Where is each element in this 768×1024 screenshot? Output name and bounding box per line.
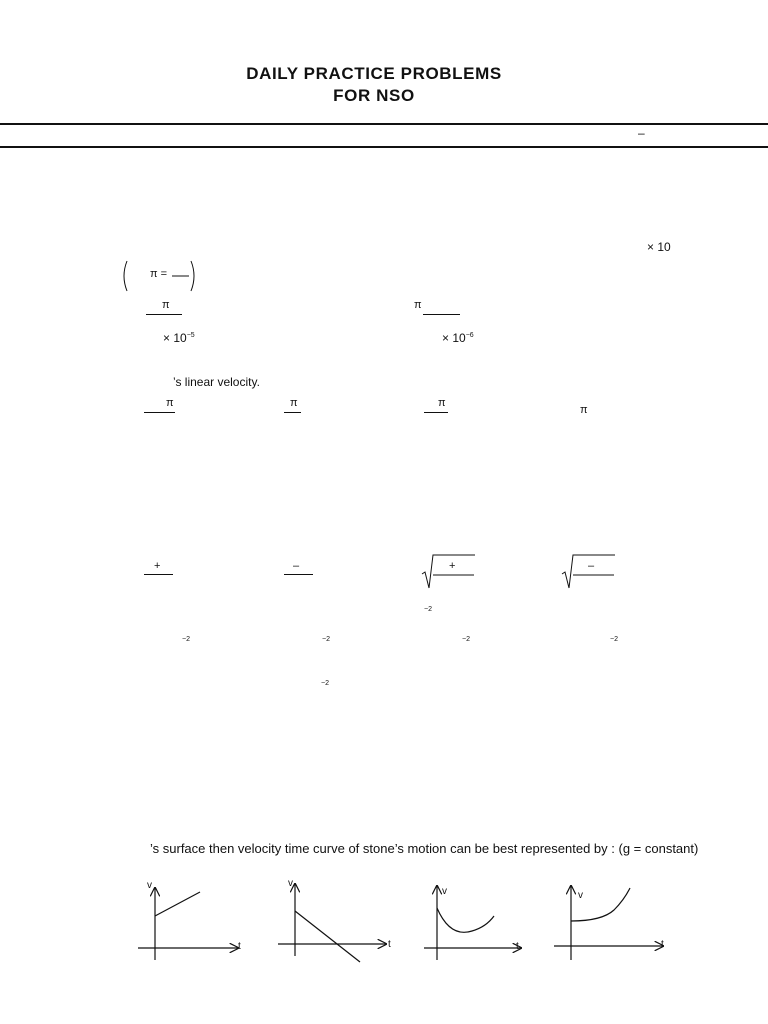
q1-opt-b-value: × $10^{-6}$ xyxy=(442,331,474,345)
q5-graph-d-v-label: v xyxy=(578,890,583,901)
q2-stem-text: ’s linear velocity. xyxy=(173,375,260,389)
q3-opt-c-sign: + xyxy=(449,560,456,572)
q1-opt-b-fraction-bar xyxy=(423,314,460,315)
q4-opt-d-exponent: −2 xyxy=(610,636,618,643)
q3-opt-c-sqrt-sign xyxy=(420,552,480,592)
q5-graph-a-v-label: v xyxy=(147,880,152,891)
q3-opt-d-sign: – xyxy=(588,560,595,572)
q5-graph-c-t-label: t xyxy=(516,941,519,952)
header-rule-top xyxy=(0,123,768,125)
q2-opt-a-pi: π xyxy=(166,397,174,409)
q4-opt-b-exponent: −2 xyxy=(322,636,330,643)
q4-opt-a-exponent: −2 xyxy=(182,636,190,643)
q5-graph-c xyxy=(420,880,530,970)
header-rule-bottom xyxy=(0,146,768,148)
q1-opt-a-value: × $10^{-5}$ xyxy=(163,331,195,345)
q5-stem-text: ’s surface then velocity time curve of stone’s motion can be best represented by : (g = constant) xyxy=(150,841,699,856)
q4-extra-exponent: −2 xyxy=(321,680,329,687)
q4-stem-exponent: −2 xyxy=(424,606,432,613)
q2-opt-d-pi: π xyxy=(580,404,588,416)
q2-opt-a-fraction-bar xyxy=(144,412,175,413)
q1-times-ten: × 10 xyxy=(647,240,671,254)
q2-opt-c-pi: π xyxy=(438,397,446,409)
q5-graph-b-v-label: v xyxy=(288,878,293,889)
q3-opt-a-sign: + xyxy=(154,560,161,572)
q1-opt-b-pi: π xyxy=(414,299,422,311)
q5-graph-a xyxy=(134,880,254,970)
q5-graph-a-curve xyxy=(155,892,200,916)
q5-graph-a-t-label: t xyxy=(238,941,241,952)
page-subtitle: FOR NSO xyxy=(333,86,415,105)
q3-opt-b-sign: – xyxy=(293,560,300,572)
q5-graph-c-v-label: v xyxy=(442,886,447,897)
q4-opt-c-exponent: −2 xyxy=(462,636,470,643)
q2-opt-c-fraction-bar xyxy=(424,412,448,413)
q5-graph-b-t-label: t xyxy=(388,939,391,950)
q3-opt-d-sqrt-sign xyxy=(560,552,620,592)
q5-graph-d xyxy=(552,880,672,970)
header-rule-dash: – xyxy=(638,126,645,140)
q3-opt-b-fraction-bar xyxy=(284,574,313,575)
q3-opt-a-fraction-bar xyxy=(144,574,173,575)
q1-pi-equals: π = xyxy=(150,268,168,280)
q5-graph-d-t-label: t xyxy=(661,939,664,950)
q1-opt-a-pi: π xyxy=(162,299,170,311)
page-title: DAILY PRACTICE PROBLEMS xyxy=(246,64,502,83)
q5-graph-b-curve xyxy=(295,911,360,962)
q1-opt-a-fraction-bar xyxy=(146,314,182,315)
q5-graph-b xyxy=(274,878,394,968)
q5-graph-c-curve xyxy=(437,908,494,932)
q2-opt-b-pi: π xyxy=(290,397,298,409)
q2-opt-b-fraction-bar xyxy=(284,412,301,413)
